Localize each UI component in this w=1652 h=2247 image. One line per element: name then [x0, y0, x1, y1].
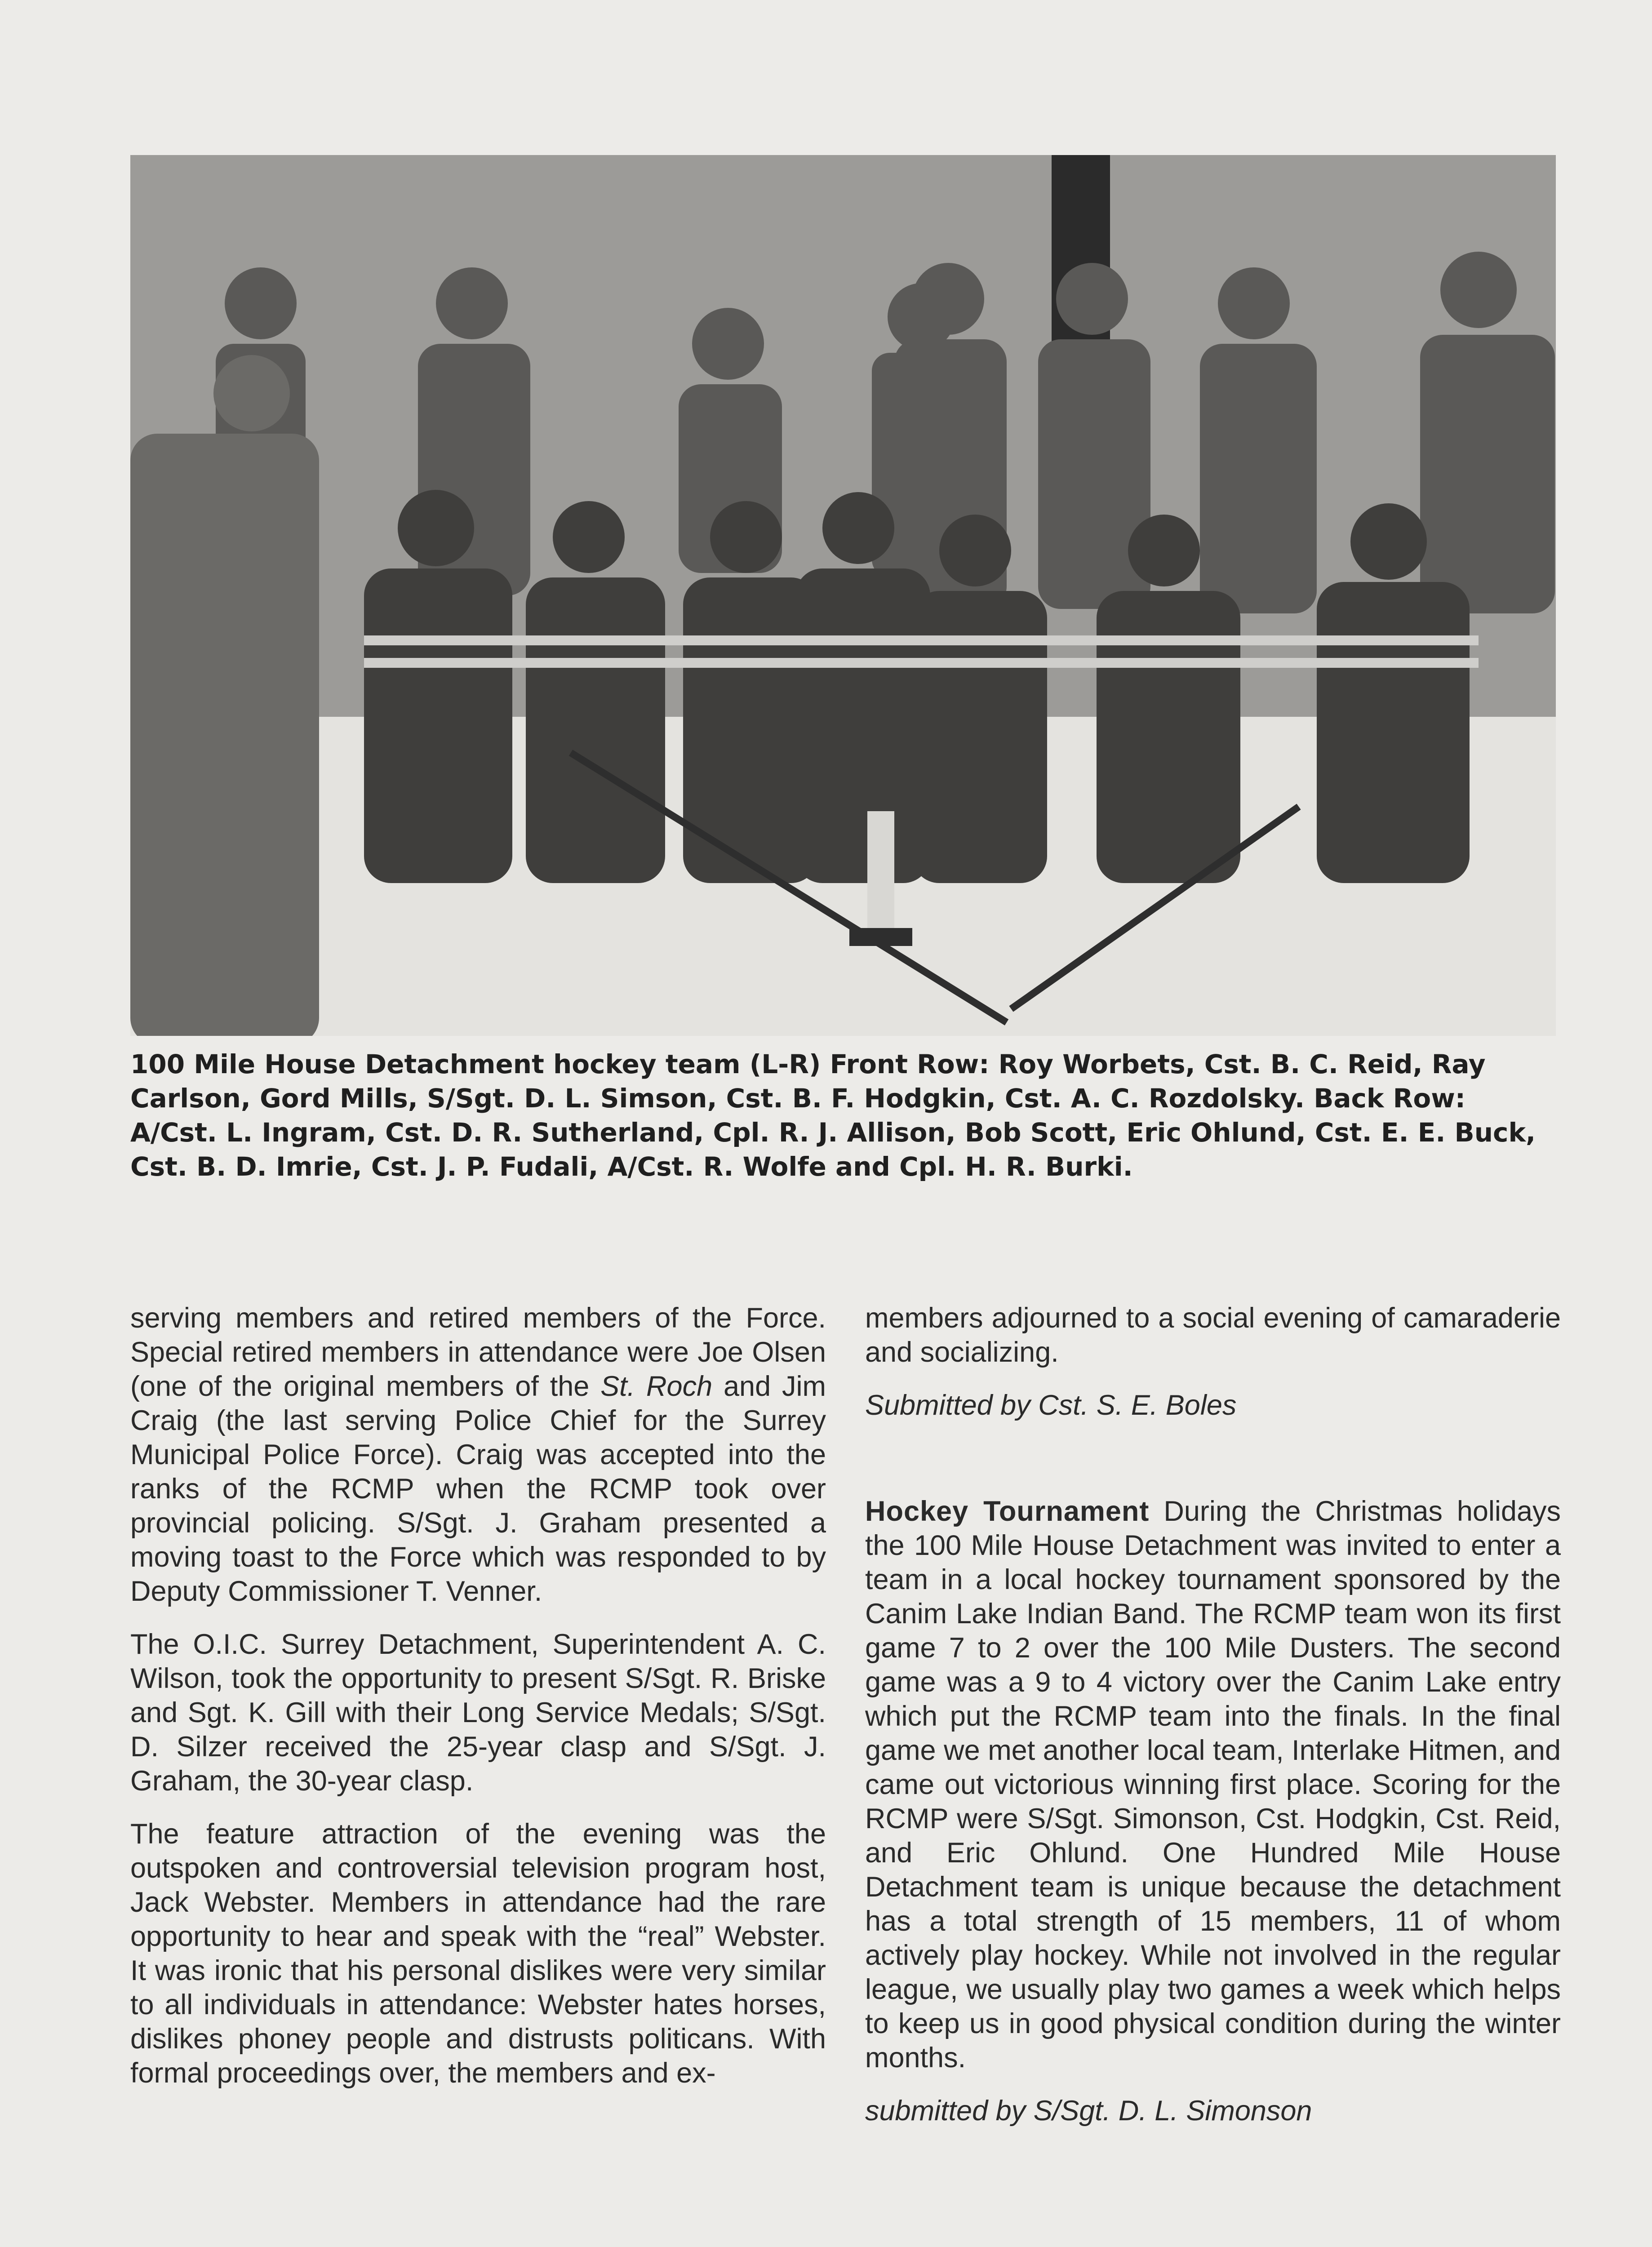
ship-name: St. Roch	[600, 1371, 713, 1402]
section-heading: Hockey Tournament	[865, 1496, 1150, 1527]
paragraph-text: During the Christmas holidays the 100 Mile House Detachment was invited to enter a team in a local hockey tournament sponsored by the Canim Lake Indian Band. The RCMP team won its first game 7 to 2 over the 100 Mile Dusters. The second game was a 9 to 4 victory over the Canim Lake entry which put the RCMP team into the finals. In the final game we met another local team, Interlake Hitmen, and came out victorious winning first place. Scoring for the RCMP were S/Sgt. Simonson, Cst. Hodgkin, Cst. Reid, and Eric Ohlund. One Hundred Mile House Detachment team is unique because the detachment has a total strength of 15 members, 11 of whom actively play hockey. While not involved in the regular league, we usually play two games a week which helps to keep us in good physical condition during the winter months.	[865, 1496, 1561, 2074]
paragraph-service-medals: The O.I.C. Surrey Detachment, Superintendent A. C. Wilson, took the opportunity to present S/Sgt. R. Briske and Sgt. K. Gill with their Long Service Medals; S/Sgt. D. Silzer received the 25-year clasp and S/Sgt. J. Graham, the 30-year clasp.	[130, 1629, 826, 1797]
submitted-by-boles: Submitted by Cst. S. E. Boles	[865, 1390, 1237, 1421]
right-column	[865, 1301, 1561, 2147]
paragraph-text: serving members and retired members of the Force. Special retired members in attendance were Joe Olsen (one of the original members of the	[130, 1302, 826, 1402]
photo-caption: 100 Mile House Detachment hockey team (L-R) Front Row: Roy Worbets, Cst. B. C. Reid, Ray Carlson, Gord Mills, S/Sgt. D. L. Simson, Cst. B. F. Hodgkin, Cst. A. C. Rozdolsky. Back Row: A/Cst. L. Ingram, Cst. D. R. Sutherland, Cpl. R. J. Allison, Bob Scott, Eric Ohlund, Cst. E. E. Buck, Cst. B. D. Imrie, Cst. J. P. Fudali, A/Cst. R. Wolfe and Cpl. H. R. Burki.	[130, 1049, 1536, 1182]
team-photo	[130, 155, 1556, 1036]
team-photo-illustration	[130, 155, 1556, 1036]
paragraph-hockey-tournament	[865, 1494, 1561, 2075]
left-column	[130, 1301, 826, 2109]
paragraph-social-evening: members adjourned to a social evening of camaraderie and socializing.	[865, 1302, 1561, 1368]
paragraph-jack-webster: The feature attraction of the evening was the outspoken and controversial television program host, Jack Webster. Members in attendance had the rare opportunity to hear and speak with the “real” Webster. It was ironic that his personal dislikes were very similar to all individuals in attendance: Webster hates horses, dislikes phoney people and distrusts politicans. With formal proceedings over, the members and ex-	[130, 1818, 826, 2089]
submitted-by-simonson: submitted by S/Sgt. D. L. Simonson	[865, 2095, 1312, 2127]
paragraph-text: and Jim Craig (the last serving Police Chief for the Surrey Municipal Police Force). Craig was accepted into the ranks of the RCMP when the RCMP took over provincial policing. S/Sgt. J. Graham presented a moving toast to the Force which was responded to by Deputy Commissioner T. Venner.	[130, 1371, 826, 1607]
paragraph-retired-members	[130, 1301, 826, 1608]
